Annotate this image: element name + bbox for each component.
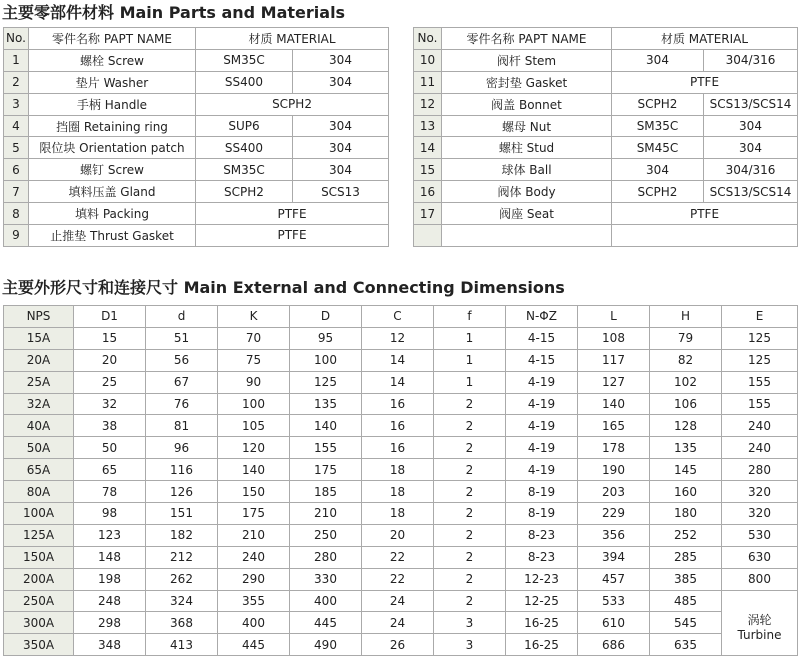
nps-value: 32A bbox=[4, 393, 74, 415]
part-no: 4 bbox=[4, 115, 29, 137]
dim-value: 4-19 bbox=[506, 459, 578, 481]
dim-value: 16 bbox=[362, 415, 434, 437]
dim-value: 120 bbox=[218, 437, 290, 459]
dim-value: 16-25 bbox=[506, 612, 578, 634]
dim-value: 2 bbox=[434, 481, 506, 503]
part-material-2: 304 bbox=[704, 137, 798, 159]
part-material-1: SM35C bbox=[196, 159, 293, 181]
nps-value: 300A bbox=[4, 612, 74, 634]
table-row bbox=[4, 590, 798, 612]
dim-value: 140 bbox=[218, 459, 290, 481]
dim-value: 56 bbox=[146, 349, 218, 371]
table-row bbox=[4, 634, 798, 656]
dim-value: 18 bbox=[362, 459, 434, 481]
dim-value: 198 bbox=[74, 568, 146, 590]
nps-value: 20A bbox=[4, 349, 74, 371]
dim-value: 203 bbox=[578, 481, 650, 503]
dim-value: 50 bbox=[74, 437, 146, 459]
dim-value: 210 bbox=[290, 503, 362, 525]
dim-value: 212 bbox=[146, 546, 218, 568]
dim-value: 155 bbox=[290, 437, 362, 459]
table-row bbox=[4, 137, 389, 159]
dim-value: 250 bbox=[290, 524, 362, 546]
header-no: No. bbox=[4, 28, 29, 50]
part-no: 10 bbox=[414, 49, 442, 71]
dim-value: 355 bbox=[218, 590, 290, 612]
dim-value: 3 bbox=[434, 612, 506, 634]
part-name: 垫片 Washer bbox=[29, 71, 196, 93]
dim-value: 20 bbox=[74, 349, 146, 371]
header-8: L bbox=[578, 306, 650, 328]
part-material-2: SCS13/SCS14 bbox=[704, 181, 798, 203]
table-row bbox=[414, 49, 798, 71]
dim-value: 75 bbox=[218, 349, 290, 371]
part-no: 14 bbox=[414, 137, 442, 159]
dim-value: 533 bbox=[578, 590, 650, 612]
part-name: 阀座 Seat bbox=[442, 203, 612, 225]
parts-materials-table-right bbox=[413, 27, 798, 247]
table-row bbox=[4, 371, 798, 393]
dim-value: 445 bbox=[290, 612, 362, 634]
part-material: SCPH2 bbox=[196, 93, 389, 115]
dim-value: 24 bbox=[362, 590, 434, 612]
dim-value: 686 bbox=[578, 634, 650, 656]
turbine-label-cn: 涡轮 bbox=[747, 612, 772, 627]
dim-value: 155 bbox=[722, 393, 798, 415]
dim-value: 2 bbox=[434, 437, 506, 459]
dim-value: 105 bbox=[218, 415, 290, 437]
header-part-name: 零件名称 PAPT NAME bbox=[442, 28, 612, 50]
dim-value: 210 bbox=[218, 524, 290, 546]
part-no: 1 bbox=[4, 49, 29, 71]
dim-value: 125 bbox=[290, 371, 362, 393]
turbine-label-en: Turbine bbox=[737, 627, 782, 642]
table-row bbox=[4, 459, 798, 481]
dim-value: 81 bbox=[146, 415, 218, 437]
dim-value: 160 bbox=[650, 481, 722, 503]
dim-value: 22 bbox=[362, 546, 434, 568]
parts-materials-table-left bbox=[3, 27, 389, 247]
table-row bbox=[4, 393, 798, 415]
dim-value: 51 bbox=[146, 327, 218, 349]
dim-value: 14 bbox=[362, 349, 434, 371]
dim-value: 290 bbox=[218, 568, 290, 590]
dim-value: 280 bbox=[722, 459, 798, 481]
part-material-2: 304 bbox=[704, 115, 798, 137]
header-1: D1 bbox=[74, 306, 146, 328]
table-header-row bbox=[414, 28, 798, 50]
dim-value: 140 bbox=[578, 393, 650, 415]
table-row bbox=[4, 546, 798, 568]
table-row bbox=[4, 503, 798, 525]
table-row bbox=[4, 568, 798, 590]
part-no bbox=[414, 225, 442, 247]
header-10: E bbox=[722, 306, 798, 328]
table-header-row bbox=[4, 306, 798, 328]
dim-value: 4-15 bbox=[506, 327, 578, 349]
dim-value: 65 bbox=[74, 459, 146, 481]
dim-value: 95 bbox=[290, 327, 362, 349]
dim-value: 16 bbox=[362, 437, 434, 459]
header-2: d bbox=[146, 306, 218, 328]
dim-value: 185 bbox=[290, 481, 362, 503]
dim-value: 635 bbox=[650, 634, 722, 656]
dim-value: 16-25 bbox=[506, 634, 578, 656]
nps-value: 25A bbox=[4, 371, 74, 393]
table-row bbox=[414, 203, 798, 225]
dim-value: 145 bbox=[650, 459, 722, 481]
part-material-2: 304 bbox=[293, 137, 389, 159]
part-name: 填料压盖 Gland bbox=[29, 181, 196, 203]
table-header-row bbox=[4, 28, 389, 50]
part-material-1: SS400 bbox=[196, 71, 293, 93]
dim-value: 4-19 bbox=[506, 371, 578, 393]
dim-value: 180 bbox=[650, 503, 722, 525]
part-material bbox=[612, 225, 798, 247]
table-row bbox=[414, 71, 798, 93]
dim-value: 165 bbox=[578, 415, 650, 437]
dim-value: 2 bbox=[434, 415, 506, 437]
part-no: 16 bbox=[414, 181, 442, 203]
dim-value: 150 bbox=[218, 481, 290, 503]
table-row bbox=[4, 524, 798, 546]
part-no: 15 bbox=[414, 159, 442, 181]
part-material-1: SCPH2 bbox=[196, 181, 293, 203]
part-material-2: 304/316 bbox=[704, 159, 798, 181]
dim-value: 240 bbox=[722, 437, 798, 459]
dim-value: 400 bbox=[218, 612, 290, 634]
dim-value: 78 bbox=[74, 481, 146, 503]
dim-value: 630 bbox=[722, 546, 798, 568]
dim-value: 125 bbox=[722, 349, 798, 371]
dim-value: 3 bbox=[434, 634, 506, 656]
dim-value: 135 bbox=[650, 437, 722, 459]
part-no: 17 bbox=[414, 203, 442, 225]
dim-value: 610 bbox=[578, 612, 650, 634]
dim-value: 190 bbox=[578, 459, 650, 481]
dim-value: 4-19 bbox=[506, 415, 578, 437]
header-5: C bbox=[362, 306, 434, 328]
part-material-1: SM35C bbox=[612, 115, 704, 137]
dim-value: 4-19 bbox=[506, 393, 578, 415]
dim-value: 324 bbox=[146, 590, 218, 612]
dim-value: 125 bbox=[722, 327, 798, 349]
dim-value: 175 bbox=[290, 459, 362, 481]
dim-value: 320 bbox=[722, 503, 798, 525]
part-no: 2 bbox=[4, 71, 29, 93]
dim-value: 394 bbox=[578, 546, 650, 568]
part-name bbox=[442, 225, 612, 247]
dim-value: 127 bbox=[578, 371, 650, 393]
dim-value: 240 bbox=[218, 546, 290, 568]
nps-value: 40A bbox=[4, 415, 74, 437]
nps-value: 125A bbox=[4, 524, 74, 546]
dim-value: 38 bbox=[74, 415, 146, 437]
dim-value: 67 bbox=[146, 371, 218, 393]
part-material-1: SM45C bbox=[612, 137, 704, 159]
part-name: 限位块 Orientation patch bbox=[29, 137, 196, 159]
part-name: 手柄 Handle bbox=[29, 93, 196, 115]
dim-value: 8-19 bbox=[506, 503, 578, 525]
header-no: No. bbox=[414, 28, 442, 50]
table-row bbox=[4, 225, 389, 247]
dim-value: 298 bbox=[74, 612, 146, 634]
table-row bbox=[4, 349, 798, 371]
dim-value: 117 bbox=[578, 349, 650, 371]
part-name: 螺钉 Screw bbox=[29, 159, 196, 181]
nps-value: 65A bbox=[4, 459, 74, 481]
part-material-1: SCPH2 bbox=[612, 93, 704, 115]
section-title-dimensions: 主要外形尺寸和连接尺寸 Main External and Connecting Dimensions bbox=[2, 278, 565, 297]
table-row bbox=[4, 115, 389, 137]
dim-value: 18 bbox=[362, 481, 434, 503]
dim-value: 90 bbox=[218, 371, 290, 393]
dim-value: 96 bbox=[146, 437, 218, 459]
part-name: 阀盖 Bonnet bbox=[442, 93, 612, 115]
dim-value: 8-23 bbox=[506, 524, 578, 546]
table-row bbox=[414, 137, 798, 159]
nps-value: 50A bbox=[4, 437, 74, 459]
part-no: 8 bbox=[4, 203, 29, 225]
table-row bbox=[414, 93, 798, 115]
dim-value: 2 bbox=[434, 503, 506, 525]
dim-value: 330 bbox=[290, 568, 362, 590]
dim-value: 368 bbox=[146, 612, 218, 634]
part-material-2: 304 bbox=[293, 115, 389, 137]
table-row bbox=[414, 159, 798, 181]
dim-value: 15 bbox=[74, 327, 146, 349]
dim-value: 82 bbox=[650, 349, 722, 371]
dim-value: 8-19 bbox=[506, 481, 578, 503]
part-material: PTFE bbox=[612, 203, 798, 225]
dim-value: 2 bbox=[434, 524, 506, 546]
dim-value: 18 bbox=[362, 503, 434, 525]
header-material: 材质 MATERIAL bbox=[612, 28, 798, 50]
nps-value: 80A bbox=[4, 481, 74, 503]
table-row bbox=[4, 437, 798, 459]
dim-value: 1 bbox=[434, 371, 506, 393]
dim-value: 12-23 bbox=[506, 568, 578, 590]
dim-value: 240 bbox=[722, 415, 798, 437]
dim-value: 140 bbox=[290, 415, 362, 437]
dim-value: 4-15 bbox=[506, 349, 578, 371]
header-part-name: 零件名称 PAPT NAME bbox=[29, 28, 196, 50]
part-material-1: SCPH2 bbox=[612, 181, 704, 203]
part-no: 11 bbox=[414, 71, 442, 93]
dim-value: 175 bbox=[218, 503, 290, 525]
header-3: K bbox=[218, 306, 290, 328]
dim-value: 320 bbox=[722, 481, 798, 503]
dim-value: 151 bbox=[146, 503, 218, 525]
part-material: PTFE bbox=[196, 225, 389, 247]
dim-value: 280 bbox=[290, 546, 362, 568]
part-name: 球体 Ball bbox=[442, 159, 612, 181]
table-row bbox=[4, 159, 389, 181]
nps-value: 150A bbox=[4, 546, 74, 568]
dim-value: 385 bbox=[650, 568, 722, 590]
dim-value: 70 bbox=[218, 327, 290, 349]
dim-value: 32 bbox=[74, 393, 146, 415]
part-material: PTFE bbox=[196, 203, 389, 225]
dim-value: 262 bbox=[146, 568, 218, 590]
dim-value: 348 bbox=[74, 634, 146, 656]
dimensions-table bbox=[3, 305, 798, 656]
dim-value: 2 bbox=[434, 459, 506, 481]
dim-value: 108 bbox=[578, 327, 650, 349]
dim-value: 16 bbox=[362, 393, 434, 415]
dim-value: 22 bbox=[362, 568, 434, 590]
dim-value: 485 bbox=[650, 590, 722, 612]
dim-value: 248 bbox=[74, 590, 146, 612]
header-9: H bbox=[650, 306, 722, 328]
dim-value: 2 bbox=[434, 568, 506, 590]
dim-value: 123 bbox=[74, 524, 146, 546]
dim-value: 457 bbox=[578, 568, 650, 590]
dim-value: 800 bbox=[722, 568, 798, 590]
header-material: 材质 MATERIAL bbox=[196, 28, 389, 50]
table-row bbox=[4, 415, 798, 437]
dim-value: 8-23 bbox=[506, 546, 578, 568]
part-material: PTFE bbox=[612, 71, 798, 93]
part-name: 螺栓 Screw bbox=[29, 49, 196, 71]
dim-value: 252 bbox=[650, 524, 722, 546]
dim-value: 1 bbox=[434, 349, 506, 371]
part-material-1: SS400 bbox=[196, 137, 293, 159]
table-row bbox=[414, 115, 798, 137]
dim-value: 445 bbox=[218, 634, 290, 656]
dim-value: 182 bbox=[146, 524, 218, 546]
dim-value: 155 bbox=[722, 371, 798, 393]
dim-value: 413 bbox=[146, 634, 218, 656]
part-material-2: 304 bbox=[293, 159, 389, 181]
dim-value: 2 bbox=[434, 546, 506, 568]
table-row bbox=[4, 327, 798, 349]
dim-value: 135 bbox=[290, 393, 362, 415]
dim-value: 530 bbox=[722, 524, 798, 546]
part-name: 挡圈 Retaining ring bbox=[29, 115, 196, 137]
part-name: 螺母 Nut bbox=[442, 115, 612, 137]
dim-value: 20 bbox=[362, 524, 434, 546]
dim-value: 356 bbox=[578, 524, 650, 546]
part-no: 6 bbox=[4, 159, 29, 181]
part-name: 阀杆 Stem bbox=[442, 49, 612, 71]
header-6: f bbox=[434, 306, 506, 328]
dim-value: 98 bbox=[74, 503, 146, 525]
dim-value: 26 bbox=[362, 634, 434, 656]
table-row bbox=[4, 93, 389, 115]
part-name: 螺柱 Stud bbox=[442, 137, 612, 159]
dim-value: 285 bbox=[650, 546, 722, 568]
dim-value: 12-25 bbox=[506, 590, 578, 612]
part-material-1: SUP6 bbox=[196, 115, 293, 137]
part-no: 9 bbox=[4, 225, 29, 247]
part-no: 7 bbox=[4, 181, 29, 203]
part-material-2: SCS13/SCS14 bbox=[704, 93, 798, 115]
part-material-1: 304 bbox=[612, 49, 704, 71]
part-name: 填料 Packing bbox=[29, 203, 196, 225]
dim-value: 106 bbox=[650, 393, 722, 415]
section-title-parts: 主要零部件材料 Main Parts and Materials bbox=[2, 3, 346, 22]
table-row bbox=[4, 612, 798, 634]
dim-value: 490 bbox=[290, 634, 362, 656]
dim-value: 100 bbox=[218, 393, 290, 415]
part-name: 阀体 Body bbox=[442, 181, 612, 203]
dim-value: 12 bbox=[362, 327, 434, 349]
dim-value: 126 bbox=[146, 481, 218, 503]
part-no: 12 bbox=[414, 93, 442, 115]
nps-value: 250A bbox=[4, 590, 74, 612]
nps-value: 350A bbox=[4, 634, 74, 656]
nps-value: 15A bbox=[4, 327, 74, 349]
dim-value: 24 bbox=[362, 612, 434, 634]
table-row bbox=[414, 181, 798, 203]
dim-value: 148 bbox=[74, 546, 146, 568]
part-material-2: 304/316 bbox=[704, 49, 798, 71]
part-material-2: 304 bbox=[293, 49, 389, 71]
dim-value: 4-19 bbox=[506, 437, 578, 459]
part-material-2: SCS13 bbox=[293, 181, 389, 203]
header-4: D bbox=[290, 306, 362, 328]
dim-value: 178 bbox=[578, 437, 650, 459]
table-row bbox=[4, 71, 389, 93]
nps-value: 100A bbox=[4, 503, 74, 525]
part-name: 止推垫 Thrust Gasket bbox=[29, 225, 196, 247]
part-no: 13 bbox=[414, 115, 442, 137]
part-no: 3 bbox=[4, 93, 29, 115]
dim-value: 1 bbox=[434, 327, 506, 349]
dim-value: 2 bbox=[434, 393, 506, 415]
dim-value: 76 bbox=[146, 393, 218, 415]
dim-value: 14 bbox=[362, 371, 434, 393]
nps-value: 200A bbox=[4, 568, 74, 590]
dim-value: 25 bbox=[74, 371, 146, 393]
part-material-2: 304 bbox=[293, 71, 389, 93]
part-material-1: 304 bbox=[612, 159, 704, 181]
header-7: N-ΦZ bbox=[506, 306, 578, 328]
dim-value: 79 bbox=[650, 327, 722, 349]
part-no: 5 bbox=[4, 137, 29, 159]
dim-value: 2 bbox=[434, 590, 506, 612]
dim-value: 116 bbox=[146, 459, 218, 481]
dim-value: 102 bbox=[650, 371, 722, 393]
table-row bbox=[4, 49, 389, 71]
part-material-1: SM35C bbox=[196, 49, 293, 71]
header-0: NPS bbox=[4, 306, 74, 328]
dim-value: 229 bbox=[578, 503, 650, 525]
table-row bbox=[4, 481, 798, 503]
table-row bbox=[4, 203, 389, 225]
table-row bbox=[414, 225, 798, 247]
part-name: 密封垫 Gasket bbox=[442, 71, 612, 93]
dim-value: 100 bbox=[290, 349, 362, 371]
dim-value: 545 bbox=[650, 612, 722, 634]
turbine-cell bbox=[722, 590, 798, 656]
dim-value: 400 bbox=[290, 590, 362, 612]
dim-value: 128 bbox=[650, 415, 722, 437]
table-row bbox=[4, 181, 389, 203]
